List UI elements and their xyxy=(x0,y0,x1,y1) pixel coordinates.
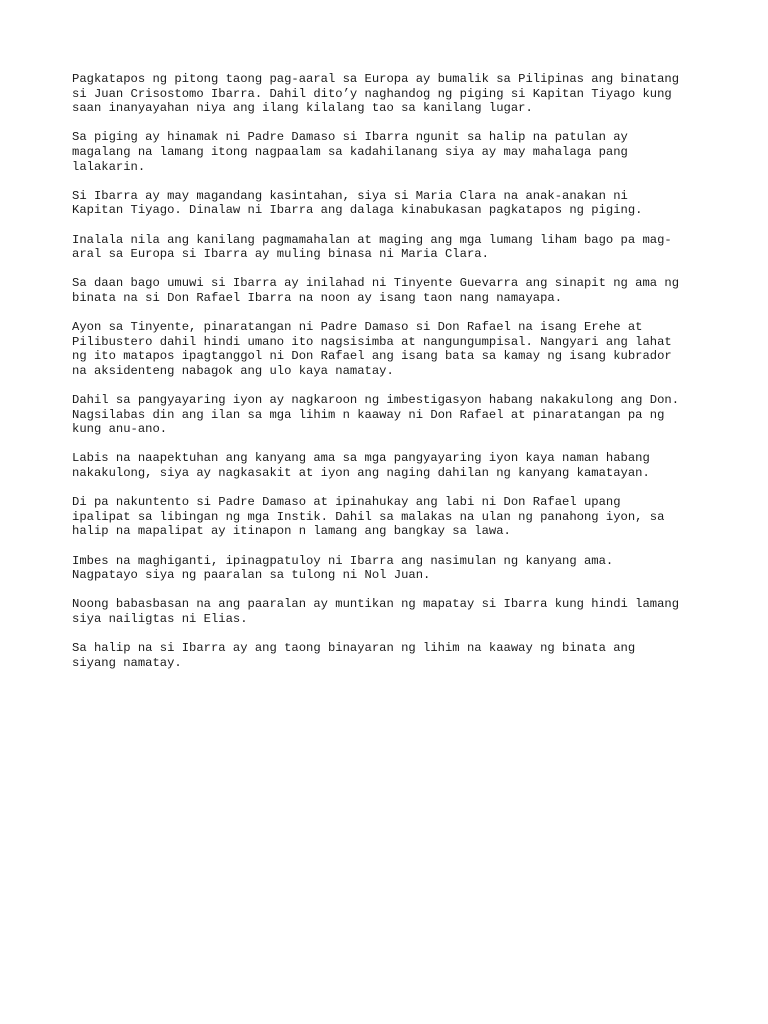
paragraph-11: Noong babasbasan na ang paaralan ay muntikan ng mapatay si Ibarra kung hindi lamang siya nailigtas ni Elias. xyxy=(72,597,680,626)
paragraph-3: Si Ibarra ay may magandang kasintahan, siya si Maria Clara na anak-anakan ni Kapitan Tiyago. Dinalaw ni Ibarra ang dalaga kinabukasan pagkatapos ng piging. xyxy=(72,188,643,218)
document-body xyxy=(72,72,712,685)
paragraph-6: Ayon sa Tinyente, pinaratangan ni Padre Damaso si Don Rafael na isang Erehe at Pilibustero dahil hindi umano ito nagsisimba at nangungumpisal. Nangyari ang lahat ng ito matapos ipagtanggol ni Don Rafael ang isang bata sa kamay ng isang kubrador na aksidenteng nabagok ang ulo kaya namatay. xyxy=(72,320,672,378)
paragraph-12: Sa halip na si Ibarra ay ang taong binayaran ng lihim na kaaway ng binata ang siyang namatay. xyxy=(72,641,636,670)
paragraph-5: Sa daan bago umuwi si Ibarra ay inilahad ni Tinyente Guevarra ang sinapit ng ama ng binata na si Don Rafael Ibarra na noon ay isang taon nang namayapa. xyxy=(72,276,680,305)
paragraph-4: Inalala nila ang kanilang pagmamahalan at maging ang mga lumang liham bago pa mag- aral sa Europa si Ibarra ay muling binasa ni Maria Clara. xyxy=(72,232,672,262)
paragraph-2: Sa piging ay hinamak ni Padre Damaso si Ibarra ngunit sa halip na patulan ay magalang na lamang itong nagpaalam sa kadahilanang siya ay may mahalaga pang lalakarin. xyxy=(72,130,628,174)
paragraph-1: Pagkatapos ng pitong taong pag-aaral sa Europa ay bumalik sa Pilipinas ang binatang si Juan Crisostomo Ibarra. Dahil dito’y naghandog ng piging si Kapitan Tiyago kung saan inanyayahan niya ang ilang kilalang tao sa kanilang lugar. xyxy=(72,72,680,116)
paragraph-10: Imbes na maghiganti, ipinagpatuloy ni Ibarra ang nasimulan ng kanyang ama. Nagpatayo siya ng paaralan sa tulong ni Nol Juan. xyxy=(72,553,614,583)
paragraph-7: Dahil sa pangyayaring iyon ay nagkaroon ng imbestigasyon habang nakakulong ang Don. Nagsilabas din ang ilan sa mga lihim n kaaway ni Don Rafael at pinaratangan pa ng kung anu-ano. xyxy=(72,393,680,437)
paragraph-8: Labis na naapektuhan ang kanyang ama sa mga pangyayaring iyon kaya naman habang nakakulong, siya ay nagkasakit at iyon ang naging dahilan ng kanyang kamatayan. xyxy=(72,451,650,481)
paragraph-9: Di pa nakuntento si Padre Damaso at ipinahukay ang labi ni Don Rafael upang ipalipat sa libingan ng mga Instik. Dahil sa malakas na ulan ng panahong iyon, sa halip na mapalipat ay itinapon n lamang ang bangkay sa lawa. xyxy=(72,495,665,539)
